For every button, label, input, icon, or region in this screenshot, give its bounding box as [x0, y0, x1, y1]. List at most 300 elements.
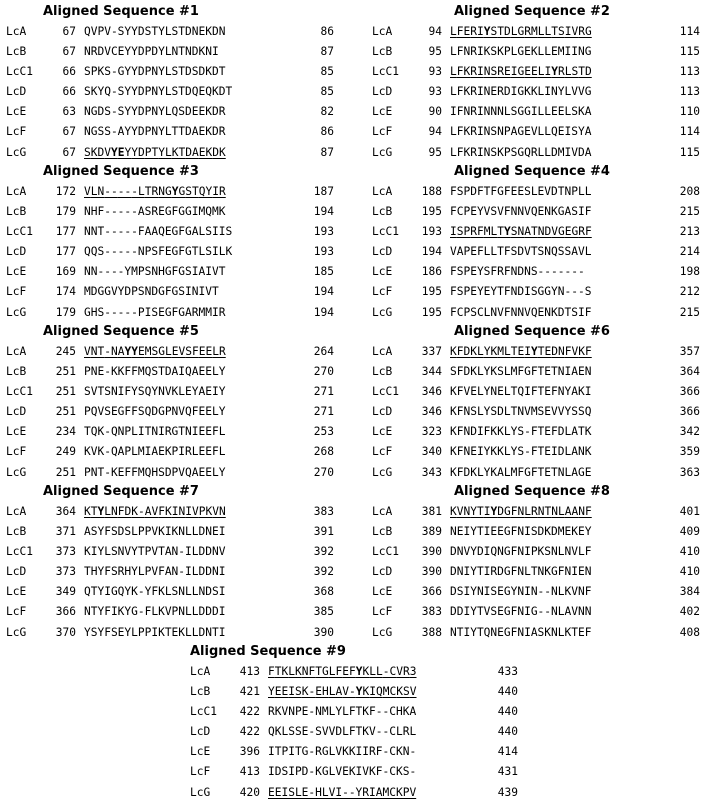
- sequence-label: LcB: [6, 45, 27, 59]
- sequence-label: LcA: [190, 665, 211, 678]
- start-position: 179: [55, 305, 76, 319]
- start-position: 383: [421, 605, 442, 619]
- end-position: 357: [679, 345, 700, 358]
- sequence-row: [372, 623, 709, 643]
- start-position: 251: [55, 365, 76, 379]
- sequence-row: [372, 602, 709, 622]
- sequence-row: [372, 442, 709, 462]
- sequence-residues: NEIYTIEEGFNISDKDMEKEY: [450, 525, 592, 539]
- sequence-label: LcA: [6, 345, 27, 358]
- sequence-residues: QKLSSE-SVVDLFTKV--CLRL: [268, 725, 417, 739]
- sequence-residues: NTIYTQNEGFNIASKNLKTEF: [450, 625, 592, 639]
- end-position: 364: [679, 365, 700, 379]
- alignment-block: [6, 2, 346, 163]
- sequence-row: [190, 742, 530, 762]
- block-title: Aligned Sequence #7: [43, 484, 199, 499]
- sequence-label: LcC1: [6, 65, 33, 79]
- start-position: 174: [55, 285, 76, 299]
- end-position: 270: [313, 465, 334, 479]
- sequence-residues: DNIYTIRDGFNLTNKGFNIEN: [450, 565, 592, 579]
- sequence-label: LcB: [372, 45, 393, 59]
- sequence-row: [6, 143, 346, 163]
- sequence-residues: EEISLE-HLVI--YRIAMCKPV: [268, 785, 417, 799]
- sequence-label: LcG: [372, 305, 393, 319]
- sequence-row: [6, 502, 346, 522]
- sequence-residues: KFVELYNELTQIFTEFNYAKI: [450, 385, 592, 399]
- start-position: 366: [421, 585, 442, 599]
- sequence-residues: DDIYTVSEGFNIG--NLAVNN: [450, 605, 592, 619]
- sequence-residues: TQK-QNPLITNIRGTNIEEFL: [84, 425, 226, 439]
- end-position: 402: [679, 605, 700, 619]
- start-position: 251: [55, 385, 76, 399]
- sequence-label: LcB: [6, 525, 27, 539]
- sequence-row: [6, 62, 346, 82]
- sequence-label: LcC1: [6, 385, 33, 399]
- sequence-label: LcF: [6, 445, 27, 459]
- sequence-label: LcE: [6, 425, 27, 439]
- start-position: 373: [55, 565, 76, 579]
- end-position: 271: [313, 405, 334, 419]
- start-position: 422: [239, 705, 260, 719]
- sequence-row: [190, 762, 530, 782]
- start-position: 194: [421, 245, 442, 259]
- sequence-row: [6, 42, 346, 62]
- start-position: 95: [428, 145, 442, 159]
- sequence-label: LcF: [372, 445, 393, 459]
- sequence-residues: ISPRFMLTYSNATNDVGEGRF: [450, 225, 592, 239]
- alignment-block: [6, 322, 346, 483]
- end-position: 115: [679, 145, 700, 159]
- start-position: 95: [428, 45, 442, 59]
- sequence-residues: DNVYDIQNGFNIPKSNLNVLF: [450, 545, 592, 559]
- sequence-residues: QTYIGQYK-YFKLSNLLNDSI: [84, 585, 226, 599]
- alignment-block: [6, 162, 346, 323]
- start-position: 177: [55, 245, 76, 259]
- sequence-row: [372, 102, 709, 122]
- sequence-row: [372, 303, 709, 323]
- sequence-residues: LFKRINSREIGEELIYRLSTD: [450, 65, 592, 79]
- end-position: 194: [313, 285, 334, 299]
- end-position: 363: [679, 465, 700, 479]
- start-position: 420: [239, 785, 260, 799]
- sequence-label: LcB: [6, 205, 27, 219]
- start-position: 381: [421, 505, 442, 518]
- sequence-label: LcC1: [372, 385, 399, 399]
- start-position: 349: [55, 585, 76, 599]
- sequence-residues: KIYLSNVYTPVTAN-ILDDNV: [84, 545, 226, 559]
- sequence-label: LcE: [372, 105, 393, 119]
- end-position: 193: [313, 245, 334, 259]
- sequence-label: LcF: [190, 765, 211, 779]
- sequence-row: [6, 82, 346, 102]
- sequence-label: LcE: [372, 425, 393, 439]
- block-title: Aligned Sequence #9: [190, 644, 346, 659]
- start-position: 344: [421, 365, 442, 379]
- sequence-residues: FSPEYEYTFNDISGGYN---S: [450, 285, 592, 299]
- sequence-row: [372, 262, 709, 282]
- start-position: 67: [62, 145, 76, 159]
- start-position: 93: [428, 85, 442, 99]
- end-position: 383: [313, 505, 334, 518]
- start-position: 421: [239, 685, 260, 699]
- end-position: 392: [313, 545, 334, 559]
- sequence-row: [6, 282, 346, 302]
- end-position: 198: [679, 265, 700, 279]
- sequence-residues: KFNEIYKKLYS-FTEIDLANK: [450, 445, 592, 459]
- sequence-residues: GHS-----PISEGFGARMMIR: [84, 305, 226, 319]
- sequence-residues: NN----YMPSNHGFGSIAIVT: [84, 265, 226, 279]
- sequence-row: [372, 463, 709, 483]
- end-position: 114: [679, 25, 700, 38]
- block-title: Aligned Sequence #1: [43, 4, 199, 19]
- sequence-row: [372, 362, 709, 382]
- start-position: 370: [55, 625, 76, 639]
- sequence-row: [6, 422, 346, 442]
- sequence-residues: KTYLNFDK-AVFKINIVPKVN: [84, 505, 226, 518]
- end-position: 359: [679, 445, 700, 459]
- sequence-row: [6, 102, 346, 122]
- sequence-residues: IFNRINNNLSGGILLEELSKA: [450, 105, 592, 119]
- sequence-label: LcD: [6, 245, 27, 259]
- sequence-label: LcA: [6, 185, 27, 198]
- sequence-row: [6, 22, 346, 42]
- alignment-block: [372, 2, 709, 163]
- sequence-residues: NNT-----FAAQEGFGALSIIS: [84, 225, 233, 239]
- sequence-label: LcC1: [190, 705, 217, 719]
- sequence-residues: NHF-----ASREGFGGIMQMK: [84, 205, 226, 219]
- sequence-residues: KVNYTIYDGFNLRNTNLAANF: [450, 505, 592, 518]
- end-position: 414: [497, 745, 518, 759]
- sequence-row: [372, 382, 709, 402]
- sequence-label: LcE: [190, 745, 211, 759]
- sequence-label: LcA: [6, 505, 27, 518]
- end-position: 114: [679, 125, 700, 139]
- sequence-row: [6, 362, 346, 382]
- alignment-block: [6, 482, 346, 643]
- sequence-residues: PNE-KKFFMQSTDAIQAEELY: [84, 365, 226, 379]
- start-position: 340: [421, 445, 442, 459]
- sequence-row: [6, 122, 346, 142]
- sequence-label: LcD: [372, 85, 393, 99]
- end-position: 110: [679, 105, 700, 119]
- end-position: 431: [497, 765, 518, 779]
- sequence-residues: FCPEYVSVFNNVQENKGASIF: [450, 205, 592, 219]
- sequence-residues: KFDKLYKMLTEIYTEDNFVKF: [450, 345, 592, 358]
- sequence-residues: FSPEYSFRFNDNS-------: [450, 265, 585, 279]
- sequence-row: [190, 722, 530, 742]
- sequence-label: LcD: [372, 405, 393, 419]
- start-position: 93: [428, 65, 442, 79]
- sequence-row: [372, 143, 709, 163]
- sequence-row: [190, 662, 530, 682]
- end-position: 264: [313, 345, 334, 358]
- sequence-row: [372, 522, 709, 542]
- end-position: 86: [320, 125, 334, 139]
- block-title: Aligned Sequence #5: [43, 324, 199, 339]
- sequence-residues: SPKS-GYYDPNYLSTDSDKDT: [84, 65, 226, 79]
- sequence-label: LcG: [190, 785, 211, 799]
- sequence-residues: SKDVYEYYDPTYLKTDAEKDK: [84, 145, 226, 159]
- sequence-row: [6, 342, 346, 362]
- sequence-label: LcE: [372, 585, 393, 599]
- start-position: 94: [428, 25, 442, 38]
- sequence-residues: SFDKLYKSLMFGFTETNIAEN: [450, 365, 592, 379]
- end-position: 408: [679, 625, 700, 639]
- sequence-label: LcG: [372, 465, 393, 479]
- sequence-label: LcA: [372, 25, 393, 38]
- sequence-label: LcC1: [372, 545, 399, 559]
- sequence-residues: VNT-NAYYEMSGLEVSFEELR: [84, 345, 226, 358]
- end-position: 194: [313, 205, 334, 219]
- start-position: 63: [62, 105, 76, 119]
- end-position: 366: [679, 385, 700, 399]
- end-position: 440: [497, 685, 518, 699]
- sequence-residues: NGSS-AYYDPNYLTTDAEKDR: [84, 125, 226, 139]
- end-position: 86: [320, 25, 334, 38]
- sequence-row: [372, 402, 709, 422]
- start-position: 364: [55, 505, 76, 518]
- end-position: 215: [679, 205, 700, 219]
- sequence-row: [6, 222, 346, 242]
- sequence-row: [6, 303, 346, 323]
- end-position: 366: [679, 405, 700, 419]
- start-position: 366: [55, 605, 76, 619]
- start-position: 373: [55, 545, 76, 559]
- sequence-row: [372, 82, 709, 102]
- alignment-block: [372, 322, 709, 483]
- end-position: 342: [679, 425, 700, 439]
- end-position: 194: [313, 305, 334, 319]
- sequence-row: [372, 582, 709, 602]
- end-position: 213: [679, 225, 700, 239]
- start-position: 169: [55, 265, 76, 279]
- start-position: 67: [62, 45, 76, 59]
- sequence-residues: LFERIYSTDLGRMLLTSIVRG: [450, 25, 592, 38]
- start-position: 337: [421, 345, 442, 358]
- end-position: 439: [497, 785, 518, 799]
- block-title: Aligned Sequence #2: [454, 4, 610, 19]
- start-position: 66: [62, 65, 76, 79]
- sequence-label: LcF: [6, 605, 27, 619]
- end-position: 193: [313, 225, 334, 239]
- sequence-residues: NRDVCEYYDPDYLNTNDKNI: [84, 45, 219, 59]
- sequence-residues: LFKRINSKPSGQRLLDMIVDA: [450, 145, 592, 159]
- block-title: Aligned Sequence #8: [454, 484, 610, 499]
- sequence-label: LcF: [372, 125, 393, 139]
- start-position: 390: [421, 545, 442, 559]
- sequence-label: LcG: [372, 625, 393, 639]
- sequence-residues: VAPEFLLTFSDVTSNQSSAVL: [450, 245, 592, 259]
- sequence-row: [372, 282, 709, 302]
- sequence-row: [372, 422, 709, 442]
- block-title: Aligned Sequence #4: [454, 164, 610, 179]
- sequence-label: LcB: [372, 205, 393, 219]
- sequence-row: [6, 442, 346, 462]
- start-position: 179: [55, 205, 76, 219]
- sequence-residues: RKVNPE-NMLYLFTKF--CHKA: [268, 705, 417, 719]
- sequence-row: [372, 562, 709, 582]
- block-title: Aligned Sequence #6: [454, 324, 610, 339]
- sequence-row: [372, 182, 709, 202]
- start-position: 251: [55, 405, 76, 419]
- start-position: 346: [421, 385, 442, 399]
- sequence-label: LcB: [190, 685, 211, 699]
- start-position: 323: [421, 425, 442, 439]
- start-position: 390: [421, 565, 442, 579]
- sequence-label: LcD: [190, 725, 211, 739]
- end-position: 212: [679, 285, 700, 299]
- sequence-row: [6, 463, 346, 483]
- sequence-residues: FTKLKNFTGLFEFYKLL-CVR3: [268, 665, 417, 678]
- end-position: 385: [313, 605, 334, 619]
- end-position: 409: [679, 525, 700, 539]
- start-position: 177: [55, 225, 76, 239]
- end-position: 214: [679, 245, 700, 259]
- sequence-label: LcG: [6, 145, 27, 159]
- start-position: 396: [239, 745, 260, 759]
- end-position: 85: [320, 85, 334, 99]
- sequence-label: LcD: [6, 565, 27, 579]
- sequence-residues: LFNRIKSKPLGEKLLEMIING: [450, 45, 592, 59]
- sequence-row: [6, 623, 346, 643]
- sequence-label: LcD: [372, 565, 393, 579]
- sequence-label: LcB: [6, 365, 27, 379]
- sequence-row: [372, 62, 709, 82]
- sequence-label: LcE: [6, 585, 27, 599]
- start-position: 186: [421, 265, 442, 279]
- start-position: 67: [62, 25, 76, 38]
- end-position: 208: [679, 185, 700, 198]
- block-title: Aligned Sequence #3: [43, 164, 199, 179]
- sequence-row: [190, 702, 530, 722]
- end-position: 87: [320, 145, 334, 159]
- end-position: 87: [320, 45, 334, 59]
- start-position: 389: [421, 525, 442, 539]
- end-position: 270: [313, 365, 334, 379]
- sequence-label: LcF: [6, 125, 27, 139]
- start-position: 193: [421, 225, 442, 239]
- sequence-row: [372, 122, 709, 142]
- start-position: 371: [55, 525, 76, 539]
- sequence-label: LcD: [6, 85, 27, 99]
- sequence-residues: NTYFIKYG-FLKVPNLLDDDI: [84, 605, 226, 619]
- sequence-row: [6, 522, 346, 542]
- end-position: 185: [313, 265, 334, 279]
- end-position: 85: [320, 65, 334, 79]
- sequence-label: LcG: [372, 145, 393, 159]
- sequence-row: [372, 202, 709, 222]
- sequence-residues: QQS-----NPSFEGFGTLSILK: [84, 245, 233, 259]
- end-position: 392: [313, 565, 334, 579]
- sequence-row: [6, 402, 346, 422]
- end-position: 215: [679, 305, 700, 319]
- start-position: 234: [55, 425, 76, 439]
- sequence-label: LcC1: [372, 65, 399, 79]
- end-position: 187: [313, 185, 334, 198]
- sequence-row: [6, 382, 346, 402]
- sequence-label: LcE: [6, 105, 27, 119]
- start-position: 413: [239, 765, 260, 779]
- sequence-row: [6, 542, 346, 562]
- sequence-residues: KVK-QAPLMIAEKPIRLEEFL: [84, 445, 226, 459]
- start-position: 195: [421, 205, 442, 219]
- start-position: 195: [421, 285, 442, 299]
- start-position: 422: [239, 725, 260, 739]
- sequence-residues: THYFSRHYLPVFAN-ILDDNI: [84, 565, 226, 579]
- start-position: 343: [421, 465, 442, 479]
- alignment-block: [372, 482, 709, 643]
- sequence-residues: VLN-----LTRNGYGSTQYIR: [84, 185, 226, 198]
- sequence-residues: DSIYNISEGYNIN--NLKVNF: [450, 585, 592, 599]
- sequence-label: LcA: [372, 345, 393, 358]
- alignment-block: [372, 162, 709, 323]
- start-position: 245: [55, 345, 76, 358]
- end-position: 440: [497, 705, 518, 719]
- sequence-label: LcE: [6, 265, 27, 279]
- start-position: 66: [62, 85, 76, 99]
- sequence-residues: YEEISK-EHLAV-YKIQMCKSV: [268, 685, 417, 699]
- sequence-residues: PQVSEGFFSQDGPNVQFEELY: [84, 405, 226, 419]
- end-position: 391: [313, 525, 334, 539]
- end-position: 82: [320, 105, 334, 119]
- sequence-residues: IDSIPD-KGLVEKIVKF-CKS-: [268, 765, 417, 779]
- sequence-label: LcD: [6, 405, 27, 419]
- end-position: 410: [679, 545, 700, 559]
- sequence-label: LcB: [372, 525, 393, 539]
- sequence-row: [372, 502, 709, 522]
- sequence-label: LcG: [6, 305, 27, 319]
- sequence-label: LcF: [372, 605, 393, 619]
- sequence-residues: KFNSLYSDLTNVMSEVVYSSQ: [450, 405, 592, 419]
- sequence-label: LcC1: [6, 225, 33, 239]
- sequence-row: [6, 562, 346, 582]
- sequence-row: [190, 783, 530, 803]
- sequence-row: [372, 242, 709, 262]
- end-position: 113: [679, 85, 700, 99]
- end-position: 115: [679, 45, 700, 59]
- sequence-label: LcG: [6, 465, 27, 479]
- sequence-row: [6, 242, 346, 262]
- end-position: 271: [313, 385, 334, 399]
- sequence-label: LcF: [372, 285, 393, 299]
- end-position: 401: [679, 505, 700, 518]
- sequence-residues: MDGGVYDPSNDGFGSINIVT: [84, 285, 219, 299]
- start-position: 251: [55, 465, 76, 479]
- sequence-residues: PNT-KEFFMQHSDPVQAEELY: [84, 465, 226, 479]
- start-position: 188: [421, 185, 442, 198]
- sequence-residues: QVPV-SYYDSTYLSTDNEKDN: [84, 25, 226, 38]
- sequence-row: [190, 682, 530, 702]
- sequence-row: [6, 182, 346, 202]
- sequence-residues: NGDS-SYYDPNYLQSDEEKDR: [84, 105, 226, 119]
- end-position: 368: [313, 585, 334, 599]
- sequence-label: LcD: [372, 245, 393, 259]
- end-position: 410: [679, 565, 700, 579]
- sequence-row: [6, 262, 346, 282]
- sequence-residues: KFDKLYKALMFGFTETNLAGE: [450, 465, 592, 479]
- alignment-block: [190, 642, 530, 803]
- end-position: 384: [679, 585, 700, 599]
- start-position: 195: [421, 305, 442, 319]
- sequence-residues: ITPITG-RGLVKKIIRF-CKN-: [268, 745, 417, 759]
- sequence-residues: LFKRINSNPAGEVLLQEISYA: [450, 125, 592, 139]
- start-position: 172: [55, 185, 76, 198]
- start-position: 388: [421, 625, 442, 639]
- end-position: 390: [313, 625, 334, 639]
- sequence-label: LcE: [372, 265, 393, 279]
- sequence-row: [6, 582, 346, 602]
- end-position: 253: [313, 425, 334, 439]
